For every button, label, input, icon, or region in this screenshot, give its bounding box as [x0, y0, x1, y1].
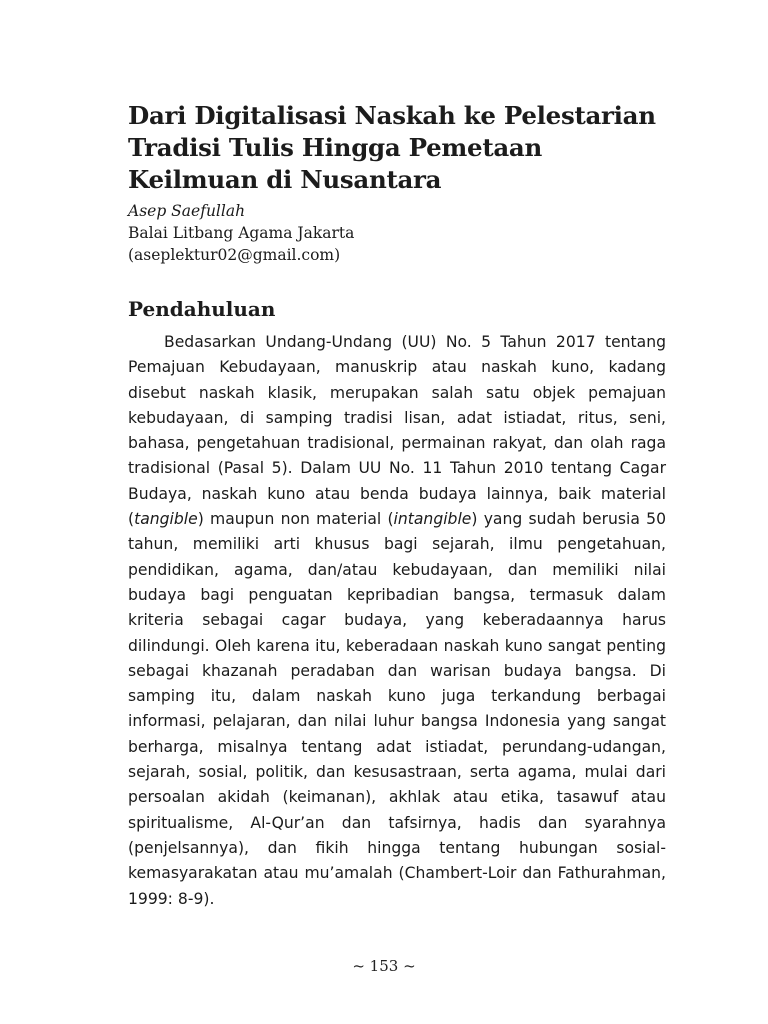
author-email: (aseplektur02@gmail.com) — [128, 246, 341, 264]
author-name: Asep Saefullah — [128, 202, 246, 220]
document-page — [128, 100, 666, 912]
paragraph-text-part-1: Bedasarkan Undang-Undang (UU) No. 5 Tahun 2017 tentang Pemajuan Kebudayaan, manuskrip atau naskah kuno, kadang disebut naskah klasik, merupakan salah satu objek pemajuan kebudayaan, di samping tradisi lisan, adat istiadat, ritus, seni, bahasa, pengetahuan tradisional, permainan rakyat, dan olah raga tradisional (Pasal 5). Dalam UU No. 11 Tahun 2010 tentang Cagar Budaya, naskah kuno atau benda budaya lainnya, baik material ( — [128, 333, 666, 529]
paragraph-emphasis-tangible: tangible — [134, 510, 198, 529]
page-number: ~ 153 ~ — [352, 957, 416, 975]
article-title: Dari Digitalisasi Naskah ke Pelestarian Tradisi Tulis Hingga Pemetaan Keilmuan di Nusantara — [128, 101, 656, 194]
paragraph-text-part-3: ) yang sudah berusia 50 tahun, memiliki arti khusus bagi sejarah, ilmu pengetahuan, pendidikan, agama, dan/atau kebudayaan, dan memiliki nilai budaya bagi penguatan kepribadian bangsa, termasuk dalam kriteria sebagai cagar budaya, yang keberadaannya harus dilindungi. Oleh karena itu, keberadaan naskah kuno sangat penting sebagai khazanah peradaban dan warisan budaya bangsa. Di samping itu, dalam naskah kuno juga terkandung berbagai informasi, pelajaran, dan nilai luhur bangsa Indonesia yang sangat berharga, misalnya tentang adat istiadat, perundang-udangan, sejarah, sosial, politik, dan kesusastraan, serta agama, mulai dari persoalan akidah (keimanan), akhlak atau etika, tasawuf atau spiritualisme, Al-Qur’an dan tafsirnya, hadis dan syarahnya (penjelsannya), dan fikih hingga tentang hubungan sosial-kemasyarakatan atau mu’amalah (Chambert-Loir dan Fathurahman, 1999: 8-9). — [128, 510, 666, 908]
author-affiliation: Balai Litbang Agama Jakarta — [128, 224, 355, 242]
body-paragraph — [128, 330, 666, 912]
paragraph-emphasis-intangible: intangible — [393, 510, 472, 529]
section-heading: Pendahuluan — [128, 297, 276, 321]
paragraph-text-part-2: ) maupun non material ( — [197, 510, 394, 529]
